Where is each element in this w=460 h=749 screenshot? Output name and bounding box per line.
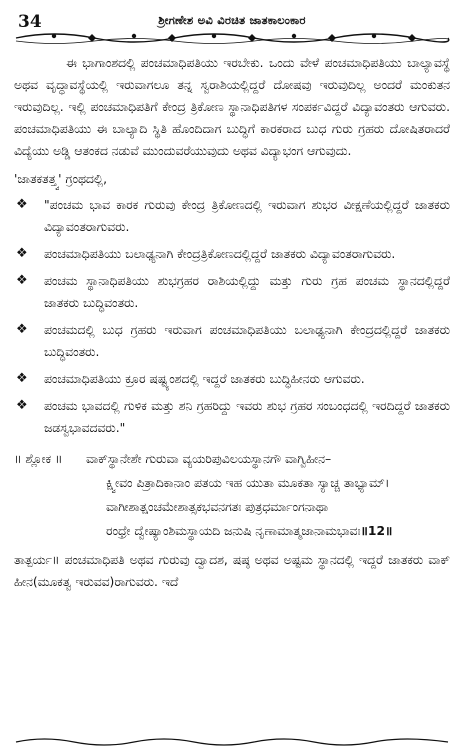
shloka-label: ॥ ಶ್ಲೋಕ ॥ — [14, 452, 63, 466]
list-item-text: ಪಂಚಮ ಭಾವದಲ್ಲಿ ಗುಳಿಕ ಮತ್ತು ಶನಿ ಗ್ರಹರಿದ್ದು ಇವರು ಶುಭ ಗ್ರಹರ ಸಂಬಂಧದಲ್ಲಿ ಇರದಿದ್ದರೆ ಜಾತಕರು ಜಡಸ್ವಭಾವದವರು." — [44, 399, 450, 435]
list-item — [14, 270, 450, 314]
list-item — [14, 319, 450, 363]
source-citation: 'ಜಾತಕತತ್ತ್ವ' ಗ್ರಂಥದಲ್ಲಿ, — [14, 172, 108, 186]
diamond-cluster-bullet-icon: ❖ — [16, 273, 28, 288]
page-body — [14, 52, 450, 593]
diamond-cluster-bullet-icon: ❖ — [16, 322, 28, 337]
floral-border-ornament-icon — [14, 736, 450, 748]
diamond-cluster-bullet-icon: ❖ — [16, 246, 28, 261]
list-item — [14, 368, 450, 390]
shloka-line: ವಾಗೀಶಾತ್ಷಂಚಮೇಶಾತ್ಸಕಭವನಗತಃ ಪುತ್ರಧರ್ಮಾಂಗನಾಥಾ — [106, 500, 329, 514]
list-item — [14, 243, 450, 265]
body-paragraph: ಈ ಭಾಗಾಂಶದಲ್ಲಿ ಪಂಚಮಾಧಿಪತಿಯು ಇರಬೇಕು. ಒಂದು ವೇಳೆ ಪಂಚಮಾಧಿಪತಿಯು ಬಾಲ್ಯಾವಸ್ಥೆ ಅಥವ ವೃದ್ಧಾವಸ್ಥೆಯಲ್ಲಿ ಇರುವಾಗಲೂ ತನ್ನ ಸ್ವರಾಶಿಯಲ್ಲಿದ್ದರೆ ದೋಷವು ಇರುವುದಿಲ್ಲ ಅಂದರೆ ಮಂಕುತನ ಇರುವುದಿಲ್ಲ. ಇಲ್ಲಿ ಪಂಚಮಾಧಿಪತಿಗೆ ಕೇಂದ್ರ ತ್ರಿಕೋಣ ಸ್ಥಾನಾಧಿಪತಿಗಳ ಸಂಪರ್ಕವಿದ್ದರೆ ವಿದ್ಯಾವಂತರು ಆಗುವರು. ಪಂಚಮಾಧಿಪತಿಯು ಈ ಬಾಲ್ಯಾದಿ ಸ್ಥಿತಿ ಹೊಂದಿದಾಗ ಬುದ್ಧಿಗೆ ಕಾರಕರಾದ ಬುಧ ಗುರು ಗ್ರಹರು ದೋಷಿತರಾದರೆ ವಿದ್ಯೆಯು ಅಡ್ಡಿ ಆತಂಕದ ನಡುವೆ ಮುಂದುವರೆಯುವುದು ಅಥವ ವಿದ್ಯಾಭಂಗ ಆಗುವುದು. — [14, 56, 450, 158]
shloka-line: ವಾಕ್‌ಸ್ಥಾನೇಶೇ ಗುರುವಾ ವ್ಯಯರಿಪುವಿಲಯಸ್ಥಾನಗೌ ವಾಗ್ವಿಹೀನ– — [86, 452, 332, 466]
shloka-line — [14, 519, 450, 543]
list-item-text: ಪಂಚಮಾಧಿಪತಿಯು ಬಲಾಢ್ಯನಾಗಿ ಕೇಂದ್ರತ್ರಿಕೋಣದಲ್ಲಿದ್ದರೆ ಜಾತಕರು ವಿದ್ಯಾವಂತರಾಗುವರು. — [44, 247, 396, 261]
page-header — [14, 8, 450, 50]
list-item-text: ಪಂಚಮ ಸ್ಥಾನಾಧಿಪತಿಯು ಶುಭಗ್ರಹರ ರಾಶಿಯಲ್ಲಿದ್ದು ಮತ್ತು ಗುರು ಗ್ರಹ ಪಂಚಮ ಸ್ಥಾನದಲ್ಲಿದ್ದರೆ ಜಾತಕರು ಬುದ್ಧಿವಂತರು. — [44, 274, 450, 310]
shloka-block — [14, 447, 450, 543]
bullet-list — [14, 194, 450, 439]
diamond-cluster-bullet-icon: ❖ — [16, 371, 28, 386]
shloka-line-text: ರಂಧ್ರೇ ದ್ವೇಷ್ಯಾಂಶಿಮಸ್ಥಾಯದಿ ಜನುಷಿ ನೃಣಾಮಾತ್ಮಜಾನಾಮಭಾವಃ — [106, 524, 361, 538]
meaning-paragraph — [14, 549, 450, 593]
page-number: 34 — [18, 12, 42, 32]
list-item — [14, 194, 450, 238]
meaning-label: ತಾತ್ಪರ್ಯ॥ — [14, 553, 60, 567]
list-item — [14, 395, 450, 439]
diamond-cluster-bullet-icon: ❖ — [16, 398, 28, 413]
list-item-text: "ಪಂಚಮ ಭಾವ ಕಾರಕ ಗುರುವು ಕೇಂದ್ರ ತ್ರಿಕೋಣದಲ್ಲಿ ಇರುವಾಗ ಶುಭರ ವೀಕ್ಷಣೆಯಲ್ಲಿದ್ದರೆ ಜಾತಕರು ವಿದ್ಯಾವಂತರಾಗುವರು. — [44, 198, 450, 234]
diamond-cluster-bullet-icon: ❖ — [16, 197, 28, 212]
verse-number: ॥12॥ — [360, 524, 393, 538]
list-item-text: ಪಂಚಮಾಧಿಪತಿಯು ಕ್ರೂರ ಷಷ್ಟ್ಯಂಶದಲ್ಲಿ ಇದ್ದರೆ ಜಾತಕರು ಬುದ್ಧಿಹೀನರು ಆಗುವರು. — [44, 372, 365, 386]
meaning-text: ಪಂಚಮಾಧಿಪತಿ ಅಥವ ಗುರುವು ದ್ವಾದಶ, ಷಷ್ಠ ಅಥವ ಅಷ್ಟಮ ಸ್ಥಾನದಲ್ಲಿ ಇದ್ದರೆ ಜಾತಕರು ವಾಕ್ ಹೀನ(ಮೂಕತ್ವ ಇರುವವ)ರಾಗುವರು. ಇದೆ — [14, 553, 450, 589]
shloka-line: ಕ್ಷ್ವೀವಂ ಪಿತ್ರಾದಿಕಾನಾಂ ಪತಯ ಇಹ ಯುತಾ ಮೂಕತಾ ಸ್ಯಾಚ್ಚ ತಾಭ್ಯಾಮ್‌। — [106, 476, 390, 490]
running-title: ಶ್ರೀಗಣೇಶ ಅವಿ ವಿರಚಿತ ಜಾತಕಾಲಂಕಾರ — [158, 13, 306, 27]
list-item-text: ಪಂಚಮದಲ್ಲಿ ಬುಧ ಗ್ರಹರು ಇರುವಾಗ ಪಂಚಮಾಧಿಪತಿಯು ಬಲಾಢ್ಯನಾಗಿ ಕೇಂದ್ರದಲ್ಲಿದ್ದರೆ ಜಾತಕರು ಬುದ್ಧಿವಂತರು. — [44, 323, 450, 359]
floral-border-ornament-icon — [14, 28, 450, 48]
